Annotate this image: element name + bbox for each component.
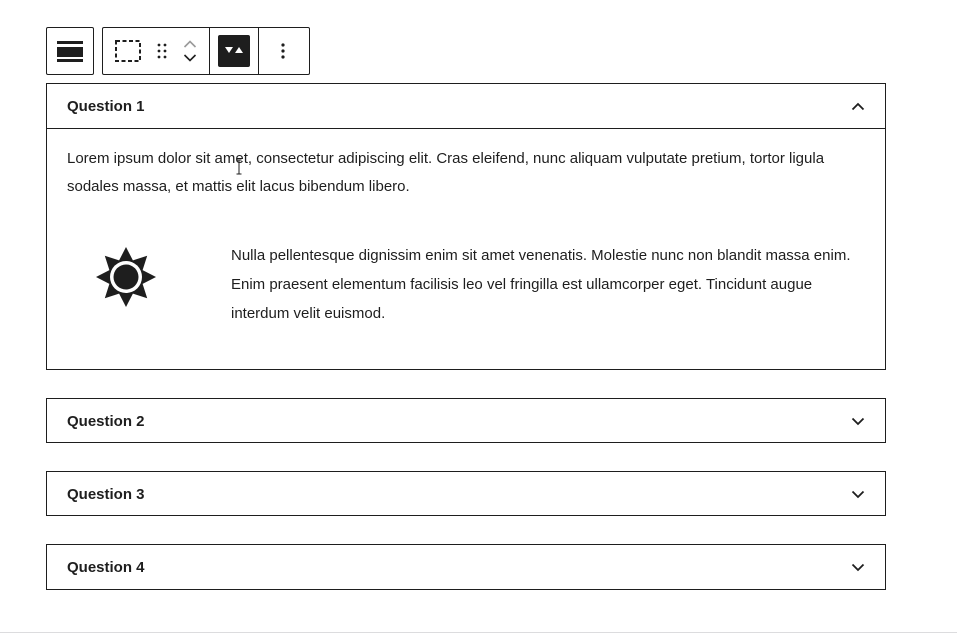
media-image[interactable] xyxy=(67,241,231,308)
accordion-title: Question 2 xyxy=(67,412,145,430)
select-block-icon xyxy=(115,40,141,62)
chevron-down-icon xyxy=(851,490,865,499)
accordion-title: Question 4 xyxy=(67,558,145,576)
accordion-item xyxy=(46,471,886,516)
move-up-button[interactable] xyxy=(183,40,197,48)
media-text-block xyxy=(67,241,865,328)
block-toolbar xyxy=(102,27,310,75)
drag-handle-icon xyxy=(157,43,167,59)
accordion-item xyxy=(46,83,886,370)
more-options-button[interactable] xyxy=(259,28,307,74)
select-block-button[interactable] xyxy=(103,28,153,74)
accordion-toggle-icon xyxy=(218,35,250,67)
text-cursor-icon xyxy=(236,159,242,175)
move-controls xyxy=(171,28,209,74)
accordion-header[interactable] xyxy=(47,84,885,128)
editor-divider xyxy=(0,632,957,633)
accordion-item xyxy=(46,544,886,590)
accordion-header[interactable] xyxy=(47,472,885,516)
accordion-toggle-button[interactable] xyxy=(210,28,258,74)
more-options-icon xyxy=(281,43,285,59)
drag-handle[interactable] xyxy=(153,28,171,74)
accordion-content xyxy=(47,128,885,370)
chevron-up-icon xyxy=(851,102,865,111)
parent-block-button[interactable] xyxy=(46,27,94,75)
move-down-icon xyxy=(183,54,197,62)
accordion-header[interactable] xyxy=(47,399,885,443)
chevron-down-icon xyxy=(851,563,865,572)
accordion-paragraph[interactable]: Lorem ipsum dolor sit amet, consectetur adipiscing elit. Cras eleifend, nunc aliquam vulputate pretium, tortor ligula sodales massa, et mattis elit lacus bibendum libero. xyxy=(67,150,825,195)
parent-block-icon xyxy=(57,39,83,63)
accordion-item xyxy=(46,398,886,443)
move-up-icon xyxy=(183,40,197,48)
accordion-header[interactable] xyxy=(47,545,885,589)
sun-icon xyxy=(95,246,157,308)
media-text[interactable]: Nulla pellentesque dignissim enim sit amet venenatis. Molestie nunc non blandit massa enim. Enim praesent elementum facilisis leo vel fringilla est ullamcorper eget. Tincidunt augue interdum velit euismod. xyxy=(231,247,851,322)
accordion-title: Question 1 xyxy=(67,97,145,115)
accordion-title: Question 3 xyxy=(67,485,145,503)
move-down-button[interactable] xyxy=(183,54,197,62)
chevron-down-icon xyxy=(851,417,865,426)
